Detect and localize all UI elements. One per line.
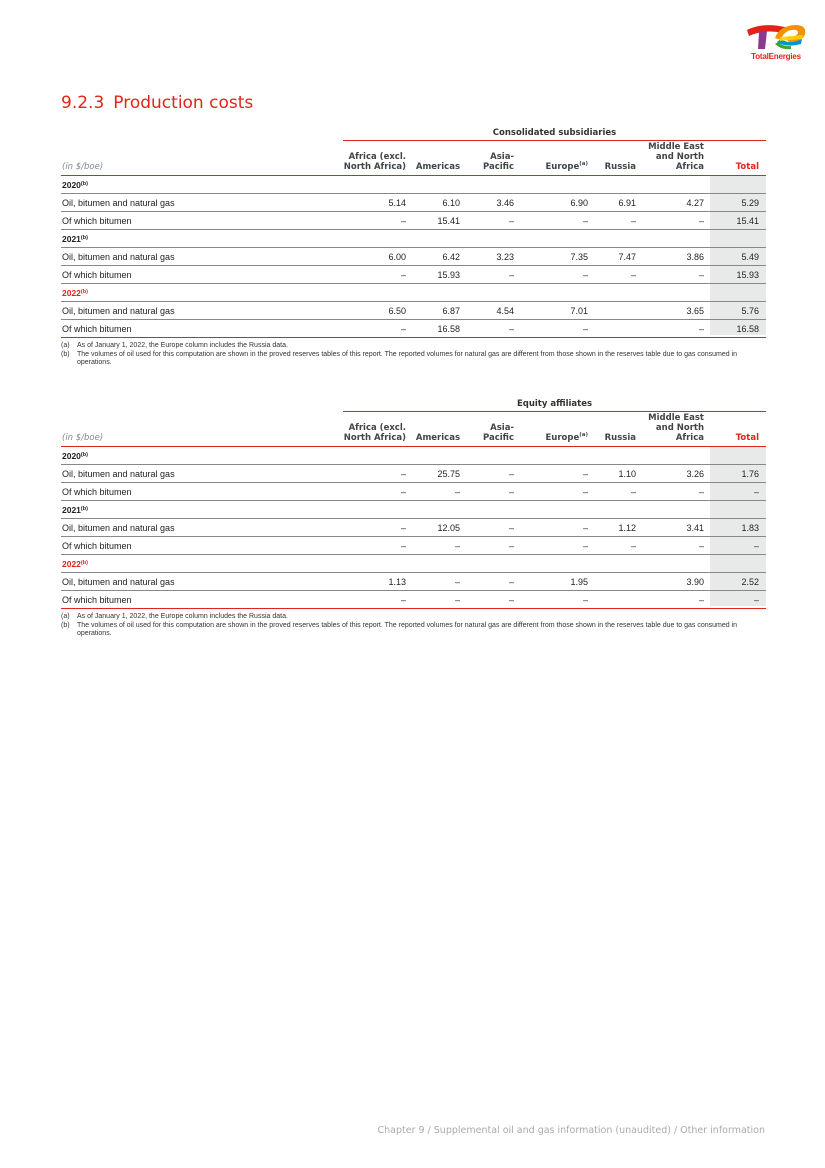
year-label: 2022$^{(b)}$ [62,288,88,298]
year-label: 2020$^{(b)}$ [62,180,88,190]
table-row [61,591,766,609]
cell-total: 1.76 [741,469,759,479]
cell-americas: 6.87 [442,306,460,316]
table-row [61,194,766,212]
col-header-asia-pacific: Asia- Pacific [482,423,514,443]
table-row [61,483,766,501]
year-row [61,501,766,519]
table-row [61,519,766,537]
cell-americas: 12.05 [437,523,460,533]
cell-russia: – [630,270,636,280]
cell-mena: 3.65 [686,306,704,316]
year-label: 2021$^{(b)}$ [62,234,88,244]
cell-total: 2.52 [741,577,759,587]
consolidated-subsidiaries-table [61,128,766,368]
table-notes [61,613,766,639]
totalenergies-logo [745,20,807,64]
cell-asia: – [508,216,514,226]
col-header-americas: Americas [415,433,460,443]
cell-asia: – [508,577,514,587]
year-row [61,230,766,248]
year-label: 2020$^{(b)}$ [62,451,88,461]
table-row [61,465,766,483]
cell-asia: – [508,487,514,497]
footnote: (a) As of January 1, 2022, the Europe column includes the Russia data. [61,613,288,620]
table-row [61,537,766,555]
col-header-africa: Africa (excl. North Africa) [343,423,406,443]
cell-africa: – [400,216,406,226]
row-label: Of which bitumen [62,595,132,605]
col-header-europe: Europe$^{(a)}$ [545,432,588,443]
equity-affiliates-table [61,399,766,639]
col-header-russia: Russia [604,162,636,172]
cell-africa: 6.50 [388,306,406,316]
cell-americas: 16.58 [437,324,460,334]
cell-russia: 6.91 [618,198,636,208]
cell-asia: – [508,523,514,533]
year-label: 2021$^{(b)}$ [62,505,88,515]
col-header-europe: Europe$^{(a)}$ [545,161,588,172]
cell-europe: – [582,595,588,605]
page-footer: Chapter 9 / Supplemental oil and gas information (unaudited) / Other information [377,1125,765,1136]
section-title [61,93,253,113]
cell-asia: – [508,469,514,479]
cell-americas: – [454,577,460,587]
cell-mena: 4.27 [686,198,704,208]
col-header-middle-east-north-africa: Middle East and North Africa [648,142,704,172]
cell-americas: – [454,541,460,551]
cell-total: 5.49 [741,252,759,262]
cell-russia: 1.10 [618,469,636,479]
footnote: (b) The volumes of oil used for this computation are shown in the proved reserves tables of this report. The reported volumes for natural gas are different from those shown in the reserves table due to gas consumed in operations. [61,350,738,366]
cell-total: – [753,541,759,551]
cell-africa: – [400,541,406,551]
cell-mena: 3.86 [686,252,704,262]
cell-africa: – [400,487,406,497]
footnote: (a) As of January 1, 2022, the Europe column includes the Russia data. [61,342,288,349]
cell-africa: – [400,324,406,334]
cell-mena: – [698,541,704,551]
cell-europe: 6.90 [570,198,588,208]
row-label: Of which bitumen [62,487,132,497]
cell-total: 5.76 [741,306,759,316]
row-label: Of which bitumen [62,216,132,226]
table-group-title: Equity affiliates [343,399,766,412]
cell-europe: – [582,541,588,551]
cell-americas: 15.41 [437,216,460,226]
year-row [61,176,766,194]
cell-russia: 1.12 [618,523,636,533]
cell-europe: – [582,324,588,334]
cell-total: 15.93 [736,270,759,280]
year-label: 2022$^{(b)}$ [62,559,88,569]
cell-asia: 3.46 [496,198,514,208]
cell-mena: 3.90 [686,577,704,587]
cell-mena: – [698,487,704,497]
row-label: Oil, bitumen and natural gas [62,252,175,262]
logo-mark-icon [745,20,807,52]
cell-africa: – [400,523,406,533]
row-label: Oil, bitumen and natural gas [62,198,175,208]
cell-asia: – [508,541,514,551]
cell-africa: 5.14 [388,198,406,208]
cell-europe: 1.95 [570,577,588,587]
row-label: Of which bitumen [62,324,132,334]
col-header-asia-pacific: Asia- Pacific [482,152,514,172]
cell-europe: 7.01 [570,306,588,316]
cell-total: 5.29 [741,198,759,208]
table-row [61,212,766,230]
table-row [61,302,766,320]
row-label: Oil, bitumen and natural gas [62,306,175,316]
col-header-middle-east-north-africa: Middle East and North Africa [648,413,704,443]
cell-americas: 25.75 [437,469,460,479]
table-group-title: Consolidated subsidiaries [343,128,766,141]
cell-mena: – [698,270,704,280]
cell-europe: – [582,487,588,497]
year-row [61,284,766,302]
cell-total: – [753,487,759,497]
cell-americas: – [454,595,460,605]
cell-europe: – [582,216,588,226]
table-row [61,320,766,338]
cell-europe: – [582,469,588,479]
cell-mena: – [698,595,704,605]
table-notes [61,342,766,368]
cell-americas: – [454,487,460,497]
row-label: Oil, bitumen and natural gas [62,523,175,533]
cell-europe: – [582,523,588,533]
cell-africa: 6.00 [388,252,406,262]
col-header-total: Total [735,433,759,443]
row-label: Oil, bitumen and natural gas [62,577,175,587]
col-header-total: Total [735,162,759,172]
cell-mena: 3.26 [686,469,704,479]
cell-russia: 7.47 [618,252,636,262]
cell-russia: – [630,487,636,497]
cell-total: 1.83 [741,523,759,533]
cell-mena: 3.41 [686,523,704,533]
cell-asia: – [508,595,514,605]
cell-africa: – [400,270,406,280]
cell-total: – [753,595,759,605]
cell-total: 16.58 [736,324,759,334]
col-header-africa: Africa (excl. North Africa) [343,152,406,172]
cell-europe: – [582,270,588,280]
cell-africa: – [400,469,406,479]
cell-europe: 7.35 [570,252,588,262]
unit-label: (in $/boe) [62,162,104,172]
cell-africa: 1.13 [388,577,406,587]
cell-africa: – [400,595,406,605]
cell-russia: – [630,541,636,551]
cell-asia: 4.54 [496,306,514,316]
cell-total: 15.41 [736,216,759,226]
year-row [61,447,766,465]
unit-label: (in $/boe) [62,433,104,443]
footnote: (b) The volumes of oil used for this computation are shown in the proved reserves tables of this report. The reported volumes for natural gas are different from those shown in the reserves table due to gas consumed in operations. [61,621,738,637]
cell-americas: 6.10 [442,198,460,208]
table-row [61,573,766,591]
row-label: Of which bitumen [62,270,132,280]
section-number: 9.2.3 [61,93,105,113]
year-row [61,555,766,573]
cell-asia: – [508,270,514,280]
table-row [61,266,766,284]
table-row [61,248,766,266]
cell-mena: – [698,216,704,226]
cell-americas: 6.42 [442,252,460,262]
section-title-text: Production costs [113,93,254,113]
row-label: Oil, bitumen and natural gas [62,469,175,479]
cell-asia: 3.23 [496,252,514,262]
cell-mena: – [698,324,704,334]
cell-russia: – [630,216,636,226]
table-header [61,399,766,447]
table-header [61,128,766,176]
cell-asia: – [508,324,514,334]
col-header-russia: Russia [604,433,636,443]
row-label: Of which bitumen [62,541,132,551]
cell-americas: 15.93 [437,270,460,280]
brand-name: TotalEnergies [751,52,801,61]
col-header-americas: Americas [415,162,460,172]
